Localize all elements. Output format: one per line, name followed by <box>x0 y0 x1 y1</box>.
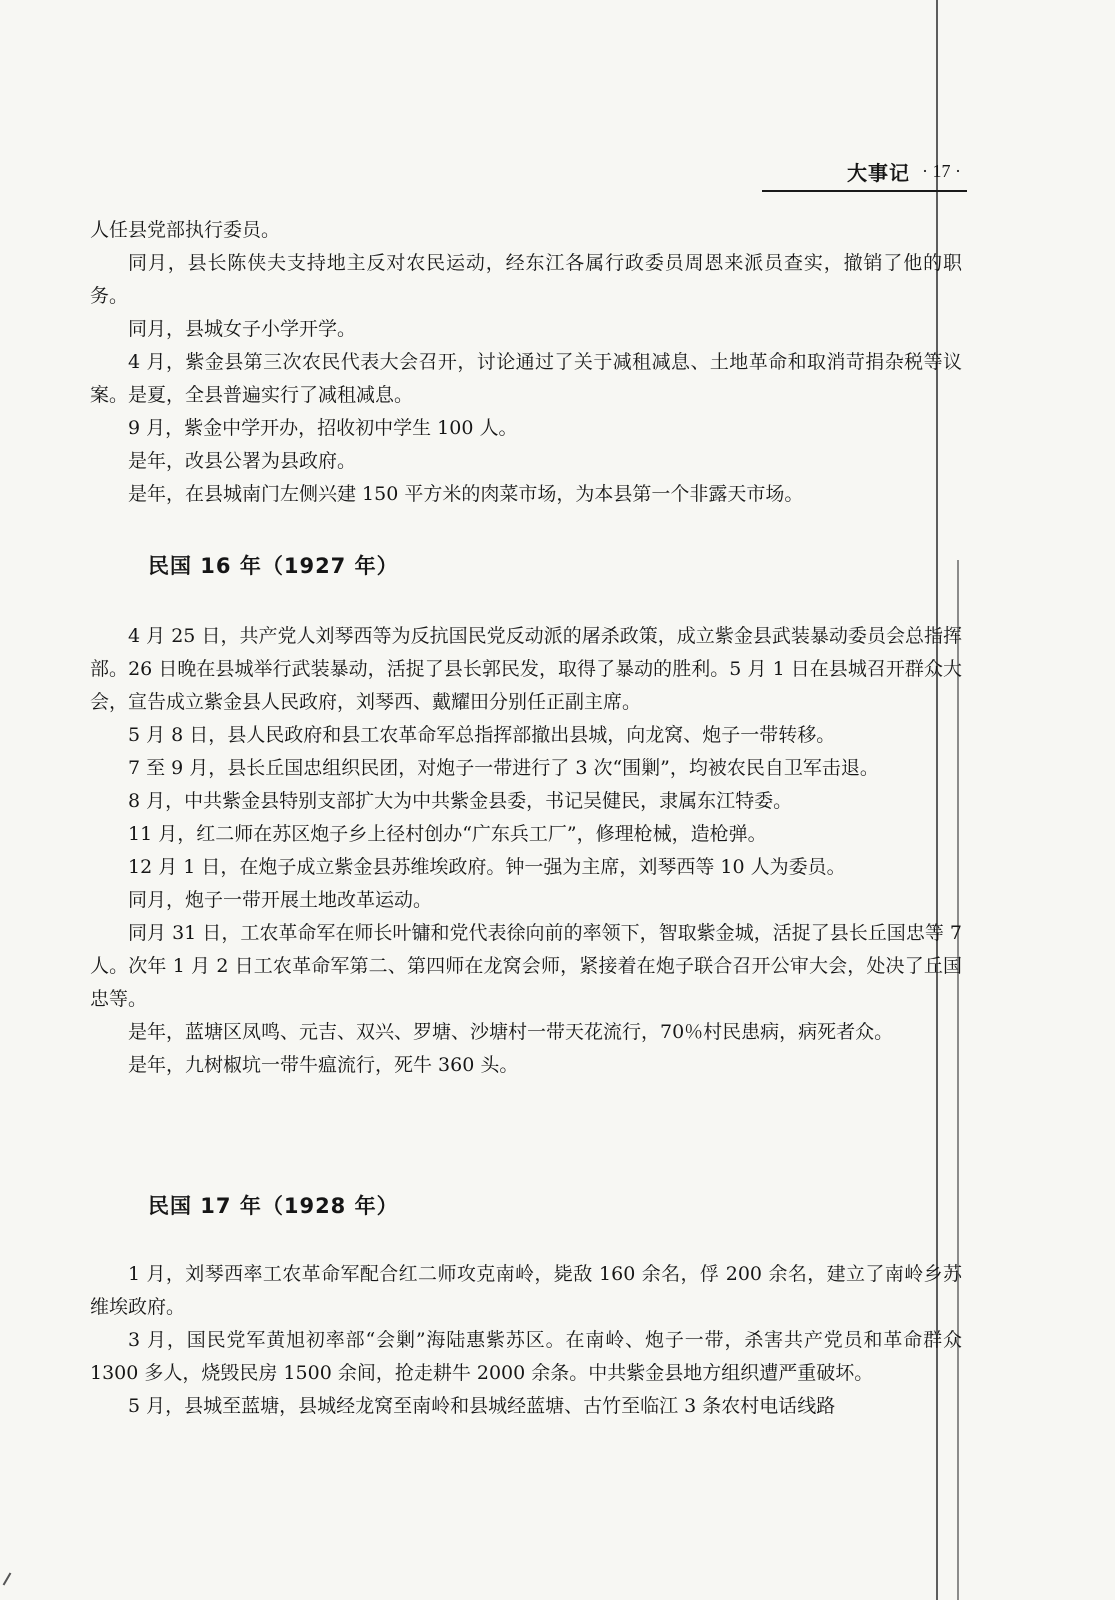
paragraph: 人任县党部执行委员。 <box>90 219 281 241</box>
text-block-1928 <box>90 1258 962 1423</box>
paragraph: 是年，九树椒坑一带牛瘟流行，死牛 360 头。 <box>128 1054 519 1076</box>
paragraph: 同月，县城女子小学开学。 <box>128 318 357 340</box>
paragraph: 1 月，刘琴西率工农革命军配合红二师攻克南岭，毙敌 160 余名，俘 200 余名，建立了南岭乡苏维埃政府。 <box>90 1263 962 1318</box>
paragraph: 同月，县长陈侠夫支持地主反对农民运动，经东江各属行政委员周恩来派员查实，撤销了他的职务。 <box>90 252 962 307</box>
scan-mark <box>3 1572 12 1585</box>
paragraph: 4 月，紫金县第三次农民代表大会召开，讨论通过了关于减租减息、土地革命和取消苛捐杂税等议案。是夏，全县普遍实行了减租减息。 <box>90 351 962 406</box>
paragraph: 5 月 8 日，县人民政府和县工农革命军总指挥部撤出县城，向龙窝、炮子一带转移。 <box>128 724 836 746</box>
paragraph: 11 月，红二师在苏区炮子乡上径村创办“广东兵工厂”，修理枪械，造枪弹。 <box>128 823 767 845</box>
paragraph: 3 月，国民党军黄旭初率部“会剿”海陆惠紫苏区。在南岭、炮子一带，杀害共产党员和革命群众 1300 多人，烧毁民房 1500 余间，抢走耕牛 2000 余条。中共紫金县地方组织遭严重破坏。 <box>90 1329 962 1384</box>
paragraph: 是年，改县公署为县政府。 <box>128 450 357 472</box>
paragraph: 9 月，紫金中学开办，招收初中学生 100 人。 <box>128 417 518 439</box>
paragraph: 7 至 9 月，县长丘国忠组织民团，对炮子一带进行了 3 次“围剿”，均被农民自卫军击退。 <box>128 757 879 779</box>
running-header <box>762 152 967 192</box>
page-number: · 17 · <box>922 160 961 181</box>
paragraph: 5 月，县城至蓝塘，县城经龙窝至南岭和县城经蓝塘、古竹至临江 3 条农村电话线路 <box>128 1395 836 1417</box>
paragraph: 4 月 25 日，共产党人刘琴西等为反抗国民党反动派的屠杀政策，成立紫金县武装暴动委员会总指挥部。26 日晚在县城举行武装暴动，活捉了县长郭民发，取得了暴动的胜利。5 月 1 日在县城召开群众大会，宣告成立紫金县人民政府，刘琴西、戴耀田分别任正副主席。 <box>90 625 962 713</box>
paragraph: 同月，炮子一带开展土地改革运动。 <box>128 889 433 911</box>
text-block-1927 <box>90 620 962 1082</box>
paragraph: 是年，在县城南门左侧兴建 150 平方米的肉菜市场，为本县第一个非露天市场。 <box>128 483 804 505</box>
header-title: 大事记 <box>847 160 910 185</box>
paragraph: 12 月 1 日，在炮子成立紫金县苏维埃政府。钟一强为主席，刘琴西等 10 人为委员。 <box>128 856 846 878</box>
text-block-continuation <box>90 214 962 511</box>
section-heading-1927: 民国 16 年（1927 年） <box>148 554 399 578</box>
paragraph: 同月 31 日，工农革命军在师长叶镛和党代表徐向前的率领下，智取紫金城，活捉了县长丘国忠等 7 人。次年 1 月 2 日工农革命军第二、第四师在龙窝会师，紧接着在炮子联合召开公审大会，处决了丘国忠等。 <box>90 922 962 1010</box>
paragraph: 是年，蓝塘区凤鸣、元吉、双兴、罗塘、沙塘村一带天花流行，70％村民患病，病死者众。 <box>128 1021 894 1043</box>
section-heading-1928: 民国 17 年（1928 年） <box>148 1194 399 1218</box>
paragraph: 8 月，中共紫金县特别支部扩大为中共紫金县委，书记吴健民，隶属东江特委。 <box>128 790 793 812</box>
